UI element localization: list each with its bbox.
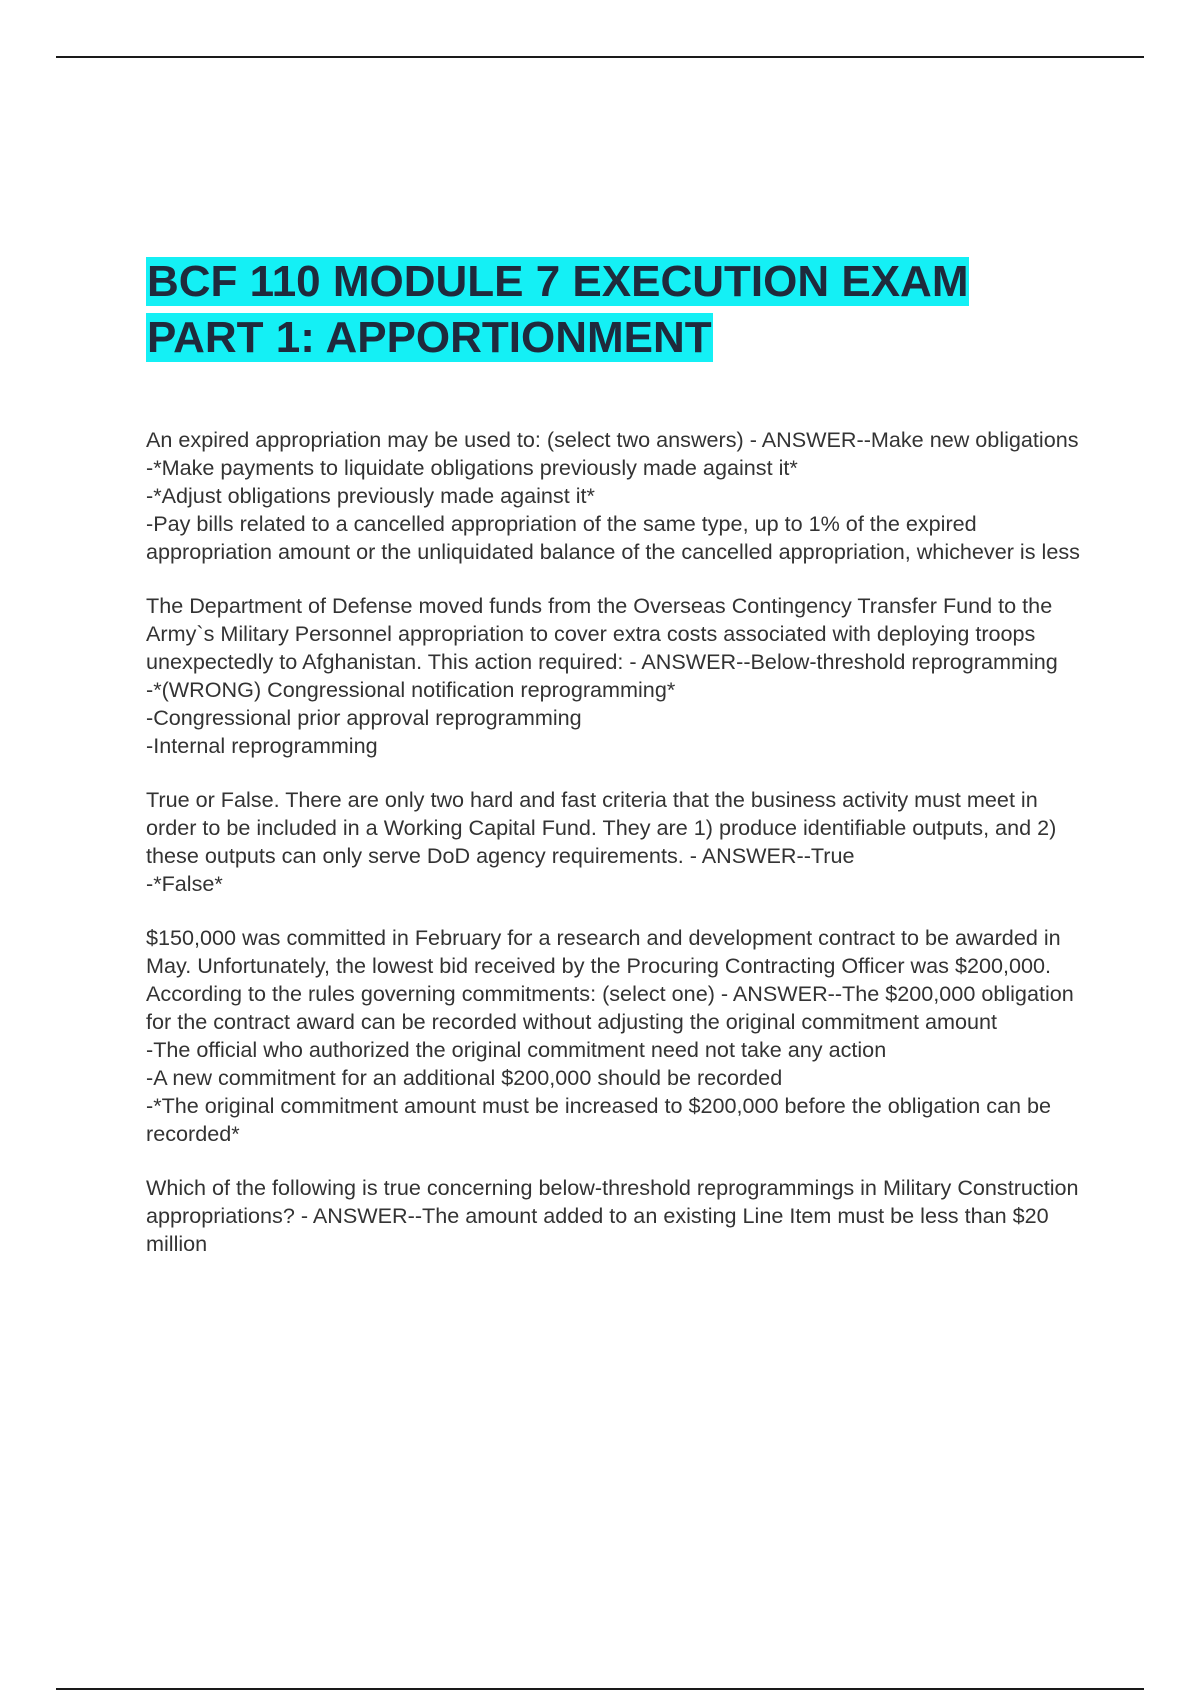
answer-option: -*(WRONG) Congressional notification reprogramming* [146,677,676,702]
question-item [146,592,1091,760]
question-text: An expired appropriation may be used to: (select two answers) - ANSWER--Make new obligations [146,427,1079,452]
question-text: True or False. There are only two hard and fast criteria that the business activity must meet in order to be included in a Working Capital Fund. They are 1) produce identifiable outputs, and 2) these outputs can only serve DoD agency requirements. - ANSWER--True [146,787,1057,868]
document-body [146,254,1091,1284]
answer-option: -Congressional prior approval reprogramming [146,705,582,730]
document-title [146,254,1091,366]
answer-option: -Pay bills related to a cancelled appropriation of the same type, up to 1% of the expired appropriation amount or the unliquidated balance of the cancelled appropriation, whichever is less [146,511,1080,564]
answer-option: -*False* [146,871,223,896]
answer-option: -A new commitment for an additional $200,000 should be recorded [146,1065,783,1090]
question-item [146,426,1091,566]
question-item [146,1174,1091,1258]
bottom-divider [56,1688,1144,1690]
answer-option: -Internal reprogramming [146,733,378,758]
question-list [146,426,1091,1258]
answer-option: -*Make payments to liquidate obligations previously made against it* [146,455,798,480]
question-text: $150,000 was committed in February for a research and development contract to be awarded in May. Unfortunately, the lowest bid received by the Procuring Contracting Officer was $200,000. According to the rules governing commitments: (select one) - ANSWER--The $200,000 obligation for the contract award can be recorded without adjusting the original commitment amount [146,925,1074,1034]
answer-option: -The official who authorized the original commitment need not take any action [146,1037,887,1062]
question-item [146,924,1091,1148]
top-divider [56,56,1144,58]
title-line-1: BCF 110 MODULE 7 EXECUTION EXAM [147,257,969,306]
answer-option: -*Adjust obligations previously made against it* [146,483,595,508]
answer-option: -*The original commitment amount must be increased to $200,000 before the obligation can be recorded* [146,1093,1052,1146]
title-line-2: PART 1: APPORTIONMENT [147,313,712,362]
question-item [146,786,1091,898]
question-text: Which of the following is true concerning below-threshold reprogrammings in Military Construction appropriations? - ANSWER--The amount added to an existing Line Item must be less than $20 million [146,1175,1079,1256]
question-text: The Department of Defense moved funds from the Overseas Contingency Transfer Fund to the Army`s Military Personnel appropriation to cover extra costs associated with deploying troops unexpectedly to Afghanistan. This action required: - ANSWER--Below-threshold reprogramming [146,593,1058,674]
